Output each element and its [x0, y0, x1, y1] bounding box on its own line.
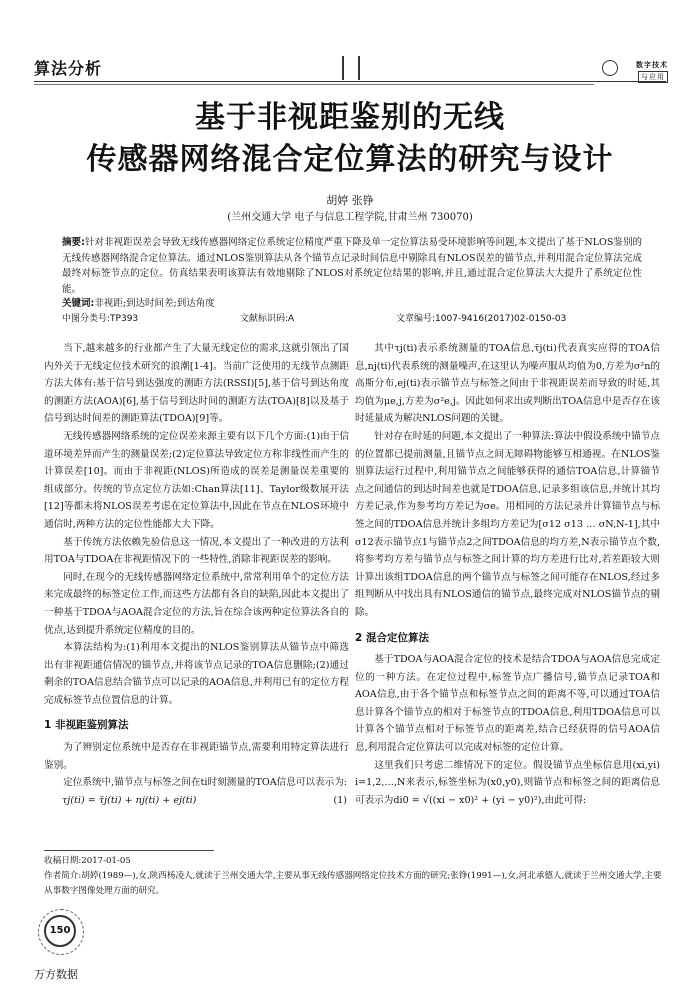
paragraph: 为了辨别定位系统中是否存在非视距锚节点,需要利用特定算法进行鉴别。	[44, 742, 349, 771]
abstract-label: 摘要:	[62, 237, 85, 248]
received-date: 收稿日期:2017-01-05	[44, 856, 131, 866]
paper-title-line1: 基于非视距鉴别的无线	[195, 100, 505, 135]
clc-field: 中图分类号:TP393	[62, 314, 139, 324]
paragraph: 本算法结构为:(1)利用本文提出的NLOS鉴别算法从锚节点中筛选出有非视距通信情况的锚节点,并将该节点记录的TOA信息删除;(2)通过剩余的TOA信息结合锚节点可以记录的AOA信息,并利用已有的定位方程完成标签节点位置信息的计算。	[44, 642, 349, 706]
left-column	[44, 340, 349, 809]
article-number-field: 文章编号:1007-9416(2017)02-0150-03	[396, 314, 567, 324]
paragraph: 基于传统方法依赖先验信息这一情况,本文提出了一种改进的方法利用TOA与TDOA在非视距情况下的一些特性,消除非视距误差的影响。	[44, 536, 349, 566]
abstract-text: 针对非视距误差会导致无线传感器网络定位系统定位精度严重下降及单一定位算法易受环境影响等问题,本文提出了基于NLOS鉴别的无线传感器网络混合定位算法。通过NLOS鉴别算法从各个锚节点记录时间信息中剔除具有NLOS误差的锚节点,并利用混合定位算法完成最终对标签节点的定位。仿真结果表明该算法有效地剔除了NLOS对系统定位结果的影响,并且,通过混合定位算法大大提升了系统定位性能。	[62, 237, 642, 295]
affiliation: (兰州交通大学 电子与信息工程学院,甘肃兰州 730070)	[227, 212, 473, 223]
equation-number: (1)	[333, 794, 347, 806]
footnote-rule	[44, 850, 214, 851]
paragraph: 针对存在时延的问题,本文提出了一种算法:算法中假设系统中锚节点的位置都已提前测量,且锚节点之间无障碍物能够互相通视。在NLOS鉴别算法运行过程中,利用锚节点之间能够获得的通信TOA信息,计算锚节点之间通信的到达时间差也就是TDOA信息,记录多组该信息,并统计其均方差记录,作为参考均方差记为σe。用相同的方法记录并计算锚节点与标签之间的TDOA信息并统计多组均方差记为[σ12 σ13 … σN,N-1],其中σ12表示锚节点1与锚节点2之间TDOA信息的均方差,N表示锚节点个数,将参考均方差与锚节点与标签之间计算的均方差进行比对,若差距较大则计算出该组TDOA信息的两个锚节点与标签之间可能存在NLOS,经过多组判断从中找出具有NLOS通信的锚节点,最终完成对NLOS锚节点的剔除。	[355, 430, 660, 618]
section-title: 算法分析	[34, 59, 103, 78]
keywords-text: 非视距;到达时间差;到达角度	[94, 298, 215, 309]
paragraph: 这里我们只考虑二维情况下的定位。假设锚节点坐标信息用(xi,yi) i=1,2,…,N来表示,标签坐标为(x0,y0),则锚节点和标签之间的距离信息可表示为di0 = √((xi − x0)² + (yi − y0)²),由此可得:	[355, 759, 660, 806]
keywords	[62, 295, 215, 309]
journal-name-line1: 数字技术	[636, 60, 668, 69]
right-column	[355, 340, 660, 809]
paragraph: 无线传感器网络系统的定位误差来源主要有以下几个方面:(1)由于信道环境差异而产生的测量误差;(2)定位算法导致定位方称非线性而产生的计算误差[10]。而由于非视距(NLOS)所造成的误差是测量误差重要的组成部分。传统的节点定位方法如:Chan算法[11]、Taylor级数展开法[12]等都未将NLOS误差考虑在定位算法中,因此在节点在NLOS环境中通信时,两种方法的定位性能都大大下降。	[44, 430, 349, 530]
keywords-label: 关键词:	[62, 298, 95, 309]
authors: 胡婷 张铮	[326, 194, 374, 207]
paragraph: 其中τj(ti)表示系统测量的TOA信息,τ̄j(ti)代表真实应得的TOA信息,nj(ti)代表系统的测量噪声,在这里认为噪声服从均值为0,方差为σ²n的高斯分布,ej(ti)表示锚节点与标签之间由于非视距误差而导致的时延,其均值为μe,j,方差为σ²e,j。因此如何求出或判断出TOA信息中是否存在该时延量成为解决NLOS问题的关键。	[355, 343, 660, 425]
section-heading-1: 1 非视距鉴别算法	[44, 719, 129, 732]
paragraph: 同时,在现今的无线传感器网络定位系统中,常常利用单个的定位方法来完成最终的标签定位工作,而这些方法都有各自的缺陷,因此本文提出了一种基于TDOA与AOA混合定位的方法,旨在综合该两种定位算法各自的优点,达到提升系统定位精度的目的。	[44, 571, 349, 636]
paragraph: 定位系统中,锚节点与标签之间在ti时刻测量的TOA信息可以表示为:	[63, 777, 348, 789]
header-rule-thin	[34, 84, 594, 85]
journal-name-line2: 与应用	[638, 71, 668, 83]
abstract	[62, 235, 642, 297]
header-rule	[34, 81, 666, 82]
page-number: 150	[44, 915, 76, 947]
watermark: 万方数据	[34, 968, 78, 981]
doc-code-field: 文献标识码:A	[240, 314, 295, 324]
paragraph: 当下,越来越多的行业都产生了大量无线定位的需求,这就引领出了国内外关于无线定位技术研究的浪潮[1-4]。当前广泛使用的无线节点测距方法大体有:基于信号到达强度的测距方法(RSSI)[5],基于信号到达角度的测距方法(AOA)[6],基于信号到达时间的测距方法(TOA)[8]以及基于信号到达时间差的测距算法(TDOA)[9]等。	[44, 343, 349, 425]
journal-logo-icon	[602, 60, 618, 76]
author-bio: 作者简介:胡婷(1989—),女,陕西杨凌人,就读于兰州交通大学,主要从事无线传感器网络定位技术方面的研究;张铮(1991—),女,河北承德人,就读于兰州交通大学,主要从事数字图像处理方面的研究。	[44, 871, 662, 896]
paragraph: 基于TDOA与AOA混合定位的技术是结合TDOA与AOA信息完成定位的一种方法。在定位过程中,标签节点广播信号,锚节点记录TOA和AOA信息,由于各个锚节点和标签节点之间的距离不等,可以通过TOA信息计算各个锚节点的相对于标签节点的TDOA信息,利用TDOA信息可以计算各个锚节点相对于标签节点的距离差,结合已经获得的信号AOA信息,利用混合定位算法可以完成对标签的定位计算。	[355, 654, 660, 754]
equation-body: τj(ti) = τ̄j(ti) + nj(ti) + ej(ti)	[62, 794, 197, 806]
paper-title-line2: 传感器网络混合定位算法的研究与设计	[86, 142, 614, 177]
equation-1	[44, 792, 349, 810]
header-divider-bars	[342, 56, 360, 80]
section-heading-2: 2 混合定位算法	[355, 631, 429, 644]
